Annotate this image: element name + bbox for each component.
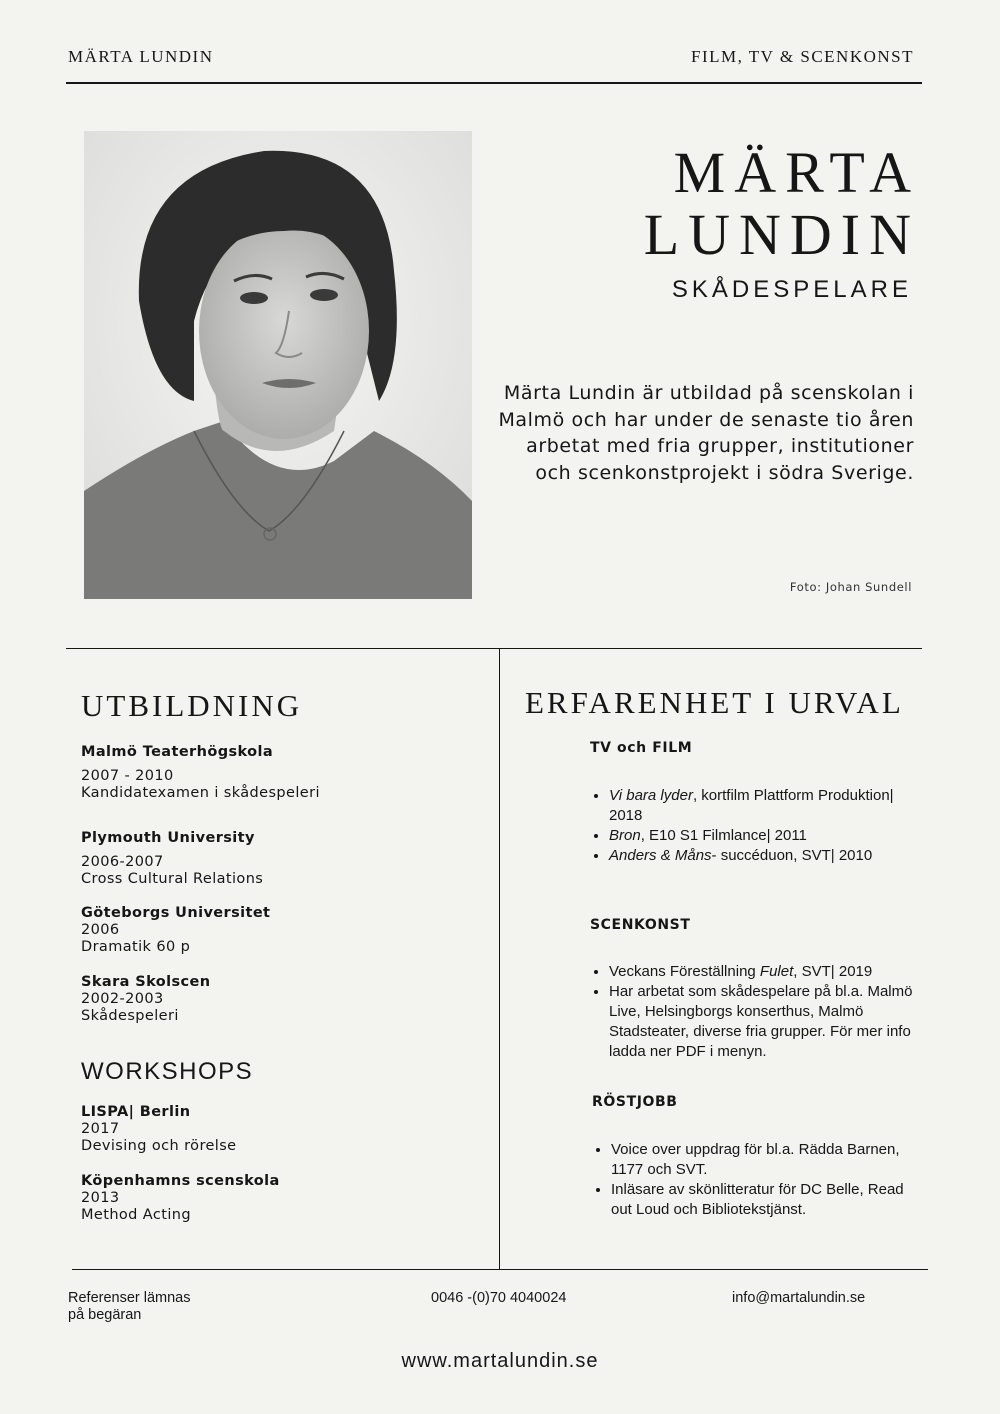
workshop-name: Köpenhamns scenskola bbox=[81, 1173, 280, 1189]
work-detail: , kortfilm Plattform Produktion| 2018 bbox=[609, 787, 894, 824]
education-school: Malmö Teaterhögskola bbox=[81, 744, 274, 760]
workshop-name: LISPA| Berlin bbox=[81, 1104, 191, 1120]
hero-intro: Märta Lundin är utbildad på scenskolan i Malmö och har under de senaste tio åren arbetat med fria grupper, institutioner och scenkonstprojekt i södra Sverige. bbox=[498, 382, 914, 484]
list-item bbox=[611, 1180, 911, 1220]
list-item bbox=[611, 1140, 911, 1180]
work-detail: Voice over uppdrag för bl.a. Rädda Barnen, 1177 och SVT. bbox=[611, 1141, 900, 1178]
section-divider-bottom bbox=[72, 1269, 928, 1270]
workshop-year: 2017 bbox=[81, 1121, 120, 1137]
education-item bbox=[81, 744, 481, 802]
workshop-topic: Method Acting bbox=[81, 1207, 191, 1223]
work-detail: Inläsare av skönlitteratur för DC Belle, Read out Loud och Bibliotekstjänst. bbox=[611, 1181, 904, 1218]
work-detail: Har arbetat som skådespelare på bl.a. Malmö Live, Helsingborgs konserthus, Malmö Stadsteater, diverse fria grupper. För mer info ladda ner PDF i menyn. bbox=[609, 983, 913, 1060]
workshop-topic: Devising och rörelse bbox=[81, 1138, 237, 1154]
work-title: Fulet bbox=[759, 963, 794, 980]
workshop-year: 2013 bbox=[81, 1190, 120, 1206]
portrait-photo bbox=[84, 131, 472, 599]
education-program: Skådespeleri bbox=[81, 1008, 179, 1024]
work-detail: , SVT| 2019 bbox=[793, 963, 873, 980]
education-school: Plymouth University bbox=[81, 830, 255, 846]
experience-title: ERFARENHET I URVAL bbox=[525, 685, 904, 720]
hero-name-first: MÄRTA bbox=[673, 140, 920, 205]
workshop-item bbox=[81, 1173, 481, 1224]
education-program: Cross Cultural Relations bbox=[81, 871, 264, 887]
header-tagline: FILM, TV & SCENKONST bbox=[690, 47, 914, 66]
rostjobb-heading: RÖSTJOBB bbox=[592, 1094, 678, 1110]
education-school: Göteborgs Universitet bbox=[81, 905, 271, 921]
footer-website-link[interactable]: www.martalundin.se bbox=[401, 1350, 599, 1372]
footer-email-link[interactable]: info@martalundin.se bbox=[732, 1290, 866, 1306]
education-item bbox=[81, 974, 481, 1025]
tv-film-list bbox=[587, 786, 909, 866]
footer-phone[interactable]: 0046 -(0)70 4040024 bbox=[431, 1290, 567, 1306]
column-divider bbox=[499, 649, 500, 1270]
list-item bbox=[609, 786, 909, 826]
hero-role: SKÅDESPELARE bbox=[671, 276, 912, 303]
photo-credit: Foto: Johan Sundell bbox=[789, 580, 912, 594]
education-years: 2006 bbox=[81, 922, 120, 938]
hero-name bbox=[644, 142, 920, 266]
work-detail: , E10 S1 Filmlance| 2011 bbox=[640, 827, 807, 844]
education-school: Skara Skolscen bbox=[81, 974, 211, 990]
work-title: Vi bara lyder bbox=[609, 787, 693, 804]
header-divider bbox=[66, 82, 922, 84]
workshops-title: WORKSHOPS bbox=[81, 1058, 254, 1085]
list-item bbox=[609, 982, 929, 1062]
header-name: MÄRTA LUNDIN bbox=[68, 47, 214, 66]
list-item bbox=[609, 826, 909, 846]
list-item bbox=[609, 846, 909, 866]
work-detail: - succéduon, SVT| 2010 bbox=[711, 847, 873, 864]
education-title: UTBILDNING bbox=[81, 688, 303, 723]
work-title: Bron bbox=[609, 827, 641, 844]
tv-film-heading: TV och FILM bbox=[590, 740, 693, 756]
section-divider-top bbox=[66, 648, 922, 649]
work-title: Anders & Måns bbox=[609, 847, 712, 864]
workshop-item bbox=[81, 1104, 481, 1155]
education-program: Dramatik 60 p bbox=[81, 939, 191, 955]
education-years: 2006-2007 bbox=[81, 854, 164, 870]
education-program: Kandidatexamen i skådespeleri bbox=[81, 785, 320, 801]
footer-references bbox=[68, 1290, 191, 1323]
scenkonst-list bbox=[587, 962, 929, 1062]
education-item bbox=[81, 905, 481, 956]
hero-name-last: LUNDIN bbox=[643, 202, 920, 267]
work-detail: Veckans Föreställning bbox=[609, 963, 760, 980]
education-years: 2007 - 2010 bbox=[81, 768, 174, 784]
education-item bbox=[81, 830, 481, 888]
scenkonst-heading: SCENKONST bbox=[590, 917, 691, 933]
rostjobb-list bbox=[589, 1140, 911, 1220]
list-item bbox=[609, 962, 929, 982]
education-years: 2002-2003 bbox=[81, 991, 164, 1007]
references-line: på begäran bbox=[68, 1306, 142, 1323]
references-line: Referenser lämnas bbox=[68, 1290, 191, 1306]
